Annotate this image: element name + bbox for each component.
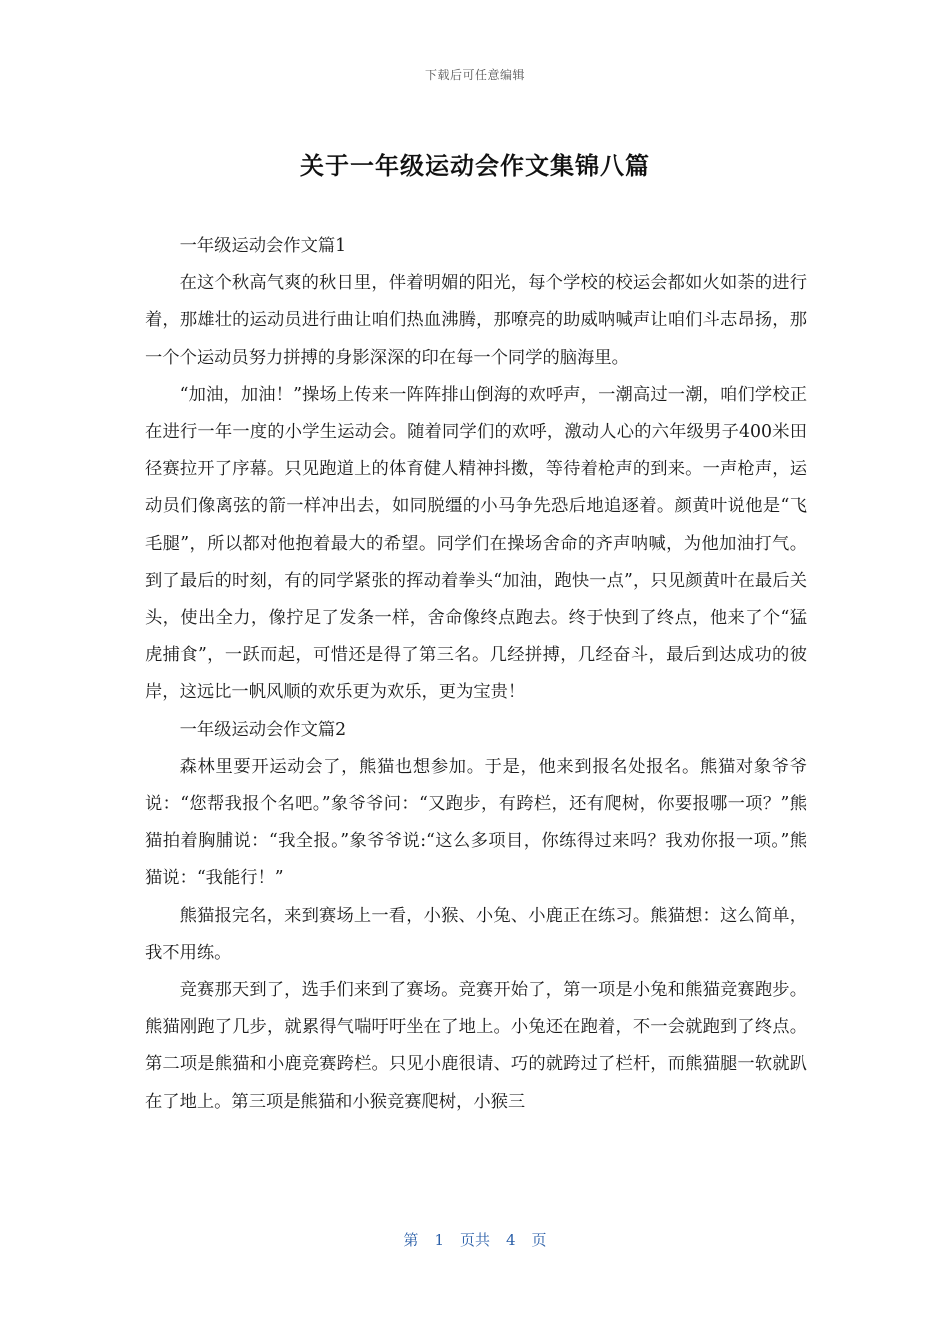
paragraph: 森林里要开运动会了，熊猫也想参加。于是，他来到报名处报名。熊猫对象爷爷说：“您帮我报个名吧。”象爷爷问：“又跑步，有跨栏，还有爬树，你要报哪一项？”熊猫拍着胸脯说：“我全报。”象爷爷说:“这么多项目，你练得过来吗？我劝你报一项。”熊猫说：“我能行！” xyxy=(145,756,807,889)
paragraph: “加油，加油！”操场上传来一阵阵排山倒海的欢呼声，一潮高过一潮，咱们学校正在进行一年一度的小学生运动会。随着同学们的欢呼，激动人心的六年级男子400米田径赛拉开了序幕。只见跑道上的体育健人精神抖擞，等待着枪声的到来。一声枪声，运动员们像离弦的箭一样冲出去，如同脱缰的小马争先恐后地追逐着。颜黄叶说他是“飞毛腿”，所以都对他抱着最大的希望。同学们在操场舍命的齐声呐喊，为他加油打气。到了最后的时刻，有的同学紧张的挥动着拳头“加油，跑快一点”，只见颜黄叶在最后关头，使出全力，像拧足了发条一样，舍命像终点跑去。终于快到了终点，他来了个“猛虎捕食”，一跃而起，可惜还是得了第三名。几经拼搏，几经奋斗，最后到达成功的彼岸，这远比一帆风顺的欢乐更为欢乐，更为宝贵！ xyxy=(145,384,807,703)
page-label-prefix: 第 xyxy=(403,1231,419,1249)
header-note: 下载后可任意编辑 xyxy=(424,68,525,82)
document-title: 关于一年级运动会作文集锦八篇 xyxy=(300,152,650,180)
page-label-suffix: 页 xyxy=(531,1231,547,1249)
paragraph: 竞赛那天到了，选手们来到了赛场。竞赛开始了，第一项是小兔和熊猫竞赛跑步。熊猫刚跑了几步，就累得气喘吁吁坐在了地上。小兔还在跑着，不一会就跑到了终点。第二项是熊猫和小鹿竞赛跨栏。只见小鹿很请、巧的就跨过了栏杆，而熊猫腿一软就趴在了地上。第三项是熊猫和小猴竞赛爬树，小猴三 xyxy=(145,980,807,1112)
section-heading-2: 一年级运动会作文篇2 xyxy=(179,719,347,740)
section-heading-1: 一年级运动会作文篇1 xyxy=(179,236,347,256)
paragraph: 在这个秋高气爽的秋日里，伴着明媚的阳光，每个学校的校运会都如火如荼的进行着，那雄壮的运动员进行曲让咱们热血沸腾，那嘹亮的助威呐喊声让咱们斗志昂扬，那一个个运动员努力拼搏的身影深深的印在每一个同学的脑海里。 xyxy=(145,273,807,368)
page-number: 1 xyxy=(434,1231,444,1249)
page-footer xyxy=(0,1229,950,1250)
total-pages: 4 xyxy=(506,1231,516,1249)
page-label-mid: 页共 xyxy=(459,1231,490,1249)
document-body xyxy=(145,228,807,1121)
paragraph: 熊猫报完名，来到赛场上一看，小猴、小兔、小鹿正在练习。熊猫想：这么简单，我不用练。 xyxy=(145,905,807,963)
